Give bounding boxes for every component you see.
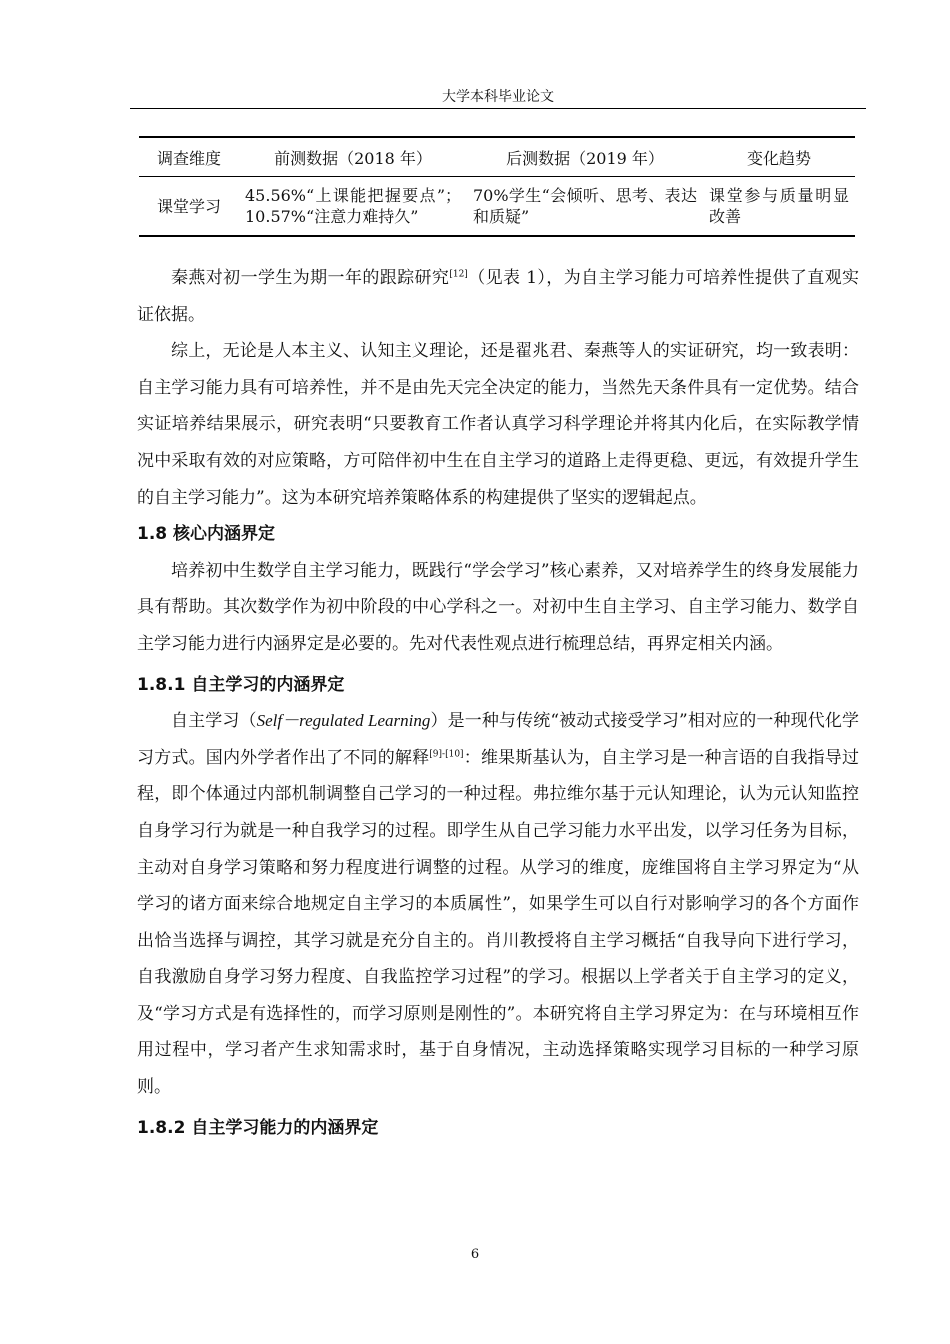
citation-ref: [9]-[10] — [429, 749, 464, 760]
table-header-row — [139, 137, 855, 177]
paragraph-text: 自主学习（ — [171, 711, 257, 732]
paragraph: 综上，无论是人本主义、认知主义理论，还是翟兆君、秦燕等人的实证研究，均一致表明：自主学习能力具有可培养性，并不是由先天完全决定的能力，当然先天条件具有一定优势。结合实证培养结果展示，研究表明“只要教育工作者认真学习科学理论并将其内化后，在实际教学情况中采取有效的对应策略，方可陪伴初中生在自主学习的道路上走得更稳、更远，有效提升学生的自主学习能力”。这为本研究培养策略体系的构建提供了坚实的逻辑起点。 — [137, 341, 859, 508]
paragraph-text: ：维果斯基认为，自主学习是一种言语的自我指导过程，即个体通过内部机制调整自己学习的一种过程。弗拉维尔基于元认知理论，认为元认知监控自身学习行为就是一种自我学习的过程。即学生从自己学习能力水平出发，以学习任务为目标，主动对自身学习策略和努力程度进行调整的过程。从学习的维度，庞维国将自主学习界定为“从学习的诸方面来综合地规定自主学习的本质属性”，如果学生可以自行对影响学习的各个方面作出恰当选择与调控，其学习就是充分自主的。肖川教授将自主学习概括“自我导向下进行学习，自我激励自身学习努力程度、自我监控学习过程”的学习。根据以上学者关于自主学习的定义，及“学习方式是有选择性的，而学习原则是刚性的”。本研究将自主学习界定为：在与环境相互作用过程中，学习者产生求知需求时，基于自身情况，主动选择策略实现学习目标的一种学习原则。 — [137, 747, 860, 1098]
table-cell: 课堂参与质量明显改善 — [709, 186, 849, 226]
column-header: 调查维度 — [156, 148, 221, 168]
table-1 — [139, 136, 855, 237]
column-header: 后测数据（2019 年） — [506, 148, 664, 168]
english-term: Self－regulated Learning — [256, 711, 431, 731]
body-text — [137, 260, 859, 1146]
header-rule — [130, 108, 866, 109]
section-heading: 1.8 核心内涵界定 — [137, 524, 276, 545]
running-header: 大学本科毕业论文 — [442, 89, 554, 105]
table-cell: 课堂学习 — [156, 196, 221, 216]
paragraph-text: 秦燕对初一学生为期一年的跟踪研究 — [171, 268, 450, 288]
paragraph — [137, 260, 859, 333]
column-header: 变化趋势 — [746, 148, 811, 168]
paragraph: 培养初中生数学自主学习能力，既践行“学会学习”核心素养，又对培养学生的终身发展能力具有帮助。其次数学作为初中阶段的中心学科之一。对初中生自主学习、自主学习能力、数学自主学习能力进行内涵界定是必要的。先对代表性观点进行梳理总结，再界定相关内涵。 — [137, 560, 859, 654]
paragraph — [137, 703, 859, 1106]
page-number: 6 — [470, 1247, 480, 1262]
citation-ref: [12] — [449, 269, 468, 280]
paragraph-text: ）是一种与传统“被动式接受学习”相对应的一种现代化学习方式。国内外学者作出了不同的解释 — [137, 711, 859, 768]
subsection-heading: 1.8.1 自主学习的内涵界定 — [137, 674, 345, 695]
table-row — [139, 177, 855, 237]
column-header: 前测数据（2018 年） — [274, 148, 432, 168]
data-table — [139, 136, 855, 237]
table-cell: 70%学生“会倾听、思考、表达和质疑” — [473, 186, 697, 226]
table-cell: 45.56%“上课能把握要点”；10.57%“注意力难持久” — [245, 186, 461, 226]
subsection-heading: 1.8.2 自主学习能力的内涵界定 — [137, 1117, 379, 1138]
paragraph-text: （见表 1），为自主学习能力可培养性提供了直观实证依据。 — [137, 268, 860, 325]
